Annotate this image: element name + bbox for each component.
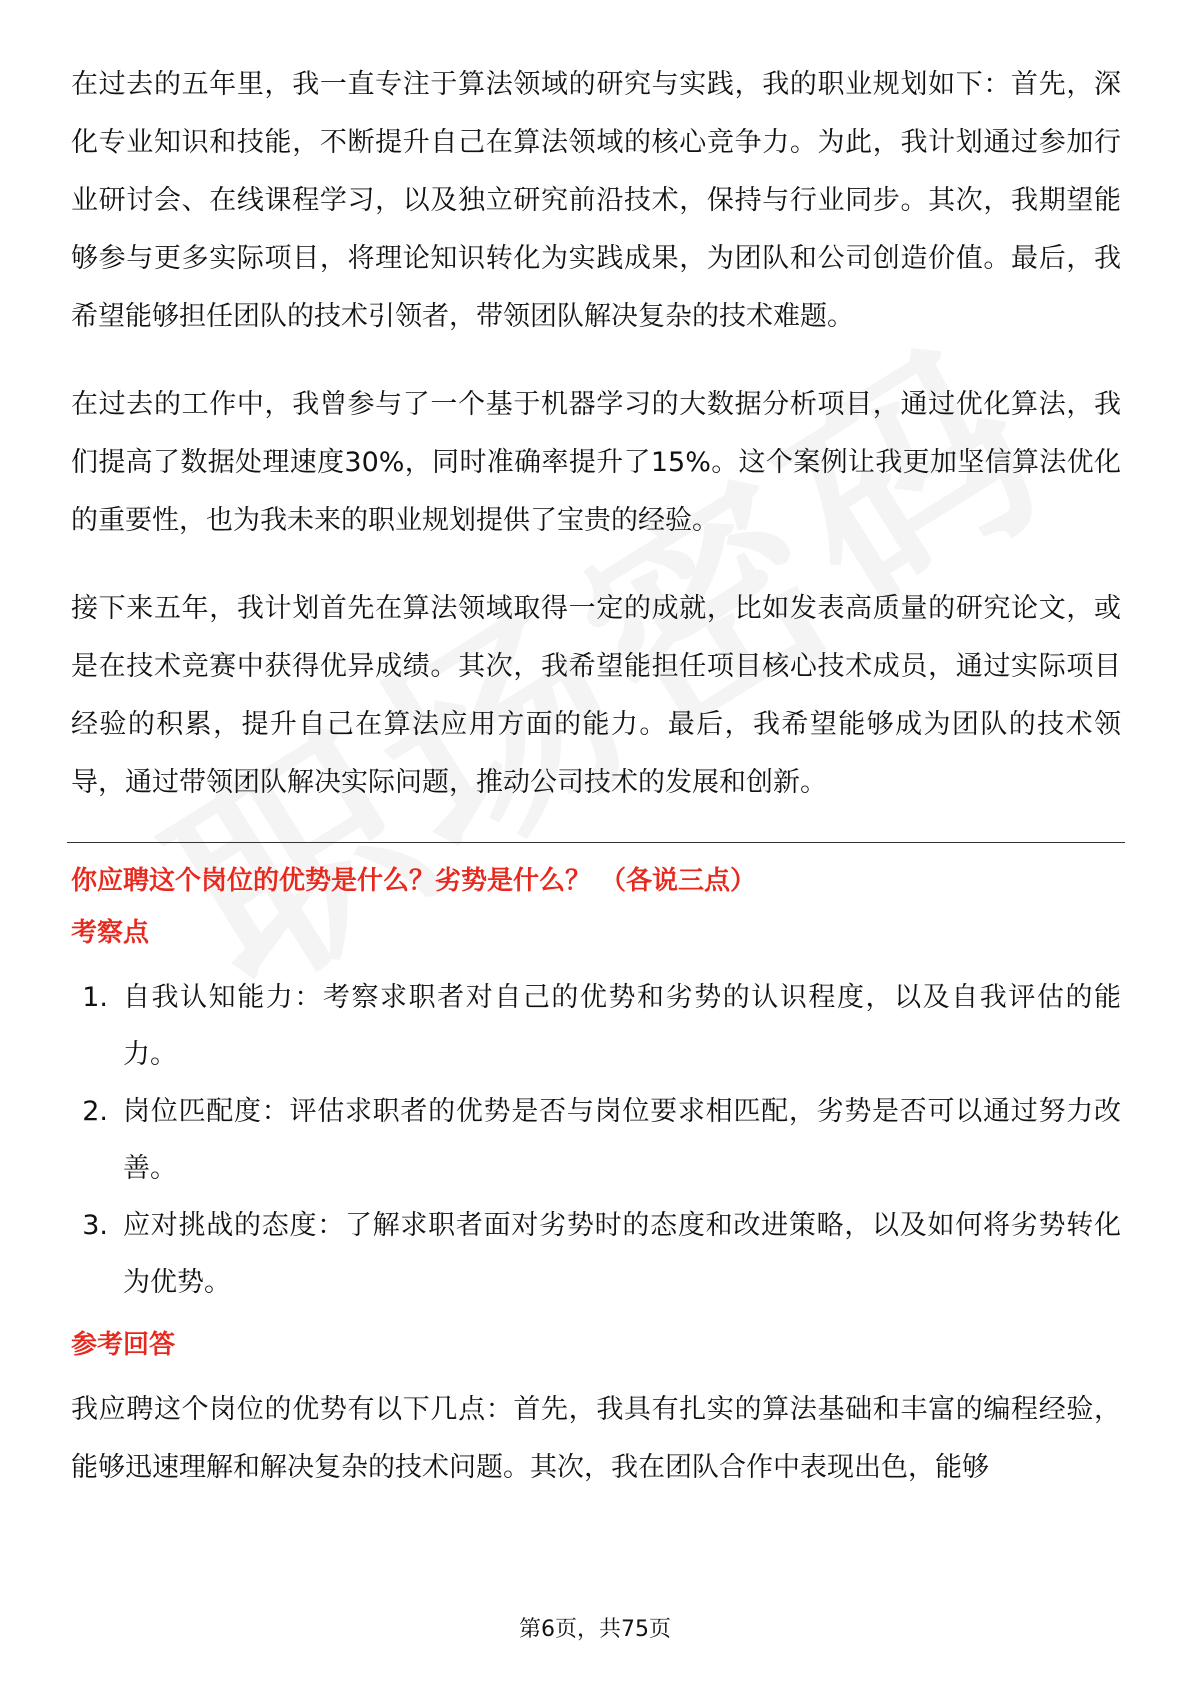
question-heading: 你应聘这个岗位的优势是什么？劣势是什么？ （各说三点） [71, 866, 757, 896]
list-item-text: 岗位匹配度：评估求职者的优势是否与岗位要求相匹配，劣势是否可以通过努力改善。 [123, 1096, 1121, 1184]
page-number-footer: 第6页，共75页 [519, 1617, 671, 1642]
list-item-number: 2. [82, 1096, 108, 1127]
reference-answer-heading: 参考回答 [71, 1330, 176, 1360]
reference-answer-text: 我应聘这个岗位的优势有以下几点：首先，我具有扎实的算法基础和丰富的编程经验，能够迅速理解和解决复杂的技术问题。其次，我在团队合作中表现出色，能够 [71, 1394, 1121, 1483]
paragraph-project-case: 在过去的工作中，我曾参与了一个基于机器学习的大数据分析项目，通过优化算法，我们提高了数据处理速度30%，同时准确率提升了15%。这个案例让我更加坚信算法优化的重要性，也为我未来的职业规划提供了宝贵的经验。 [71, 389, 1121, 536]
paragraph-career-plan: 在过去的五年里，我一直专注于算法领域的研究与实践，我的职业规划如下：首先，深化专业知识和技能，不断提升自己在算法领域的核心竞争力。为此，我计划通过参加行业研讨会、在线课程学习，以及独立研究前沿技术，保持与行业同步。其次，我期望能够参与更多实际项目，将理论知识转化为实践成果，为团队和公司创造价值。最后，我希望能够担任团队的技术引领者，带领团队解决复杂的技术难题。 [71, 69, 1121, 332]
list-item [71, 1083, 1121, 1197]
list-item-number: 3. [82, 1210, 108, 1241]
list-item [71, 1197, 1121, 1311]
paragraph-five-year-plan: 接下来五年，我计划首先在算法领域取得一定的成就，比如发表高质量的研究论文，或是在技术竞赛中获得优异成绩。其次，我希望能担任项目核心技术成员，通过实际项目经验的积累，提升自己在算法应用方面的能力。最后，我希望能够成为团队的技术领导，通过带领团队解决实际问题，推动公司技术的发展和创新。 [71, 593, 1121, 798]
assessment-heading: 考察点 [71, 918, 150, 948]
list-item-text: 自我认知能力：考察求职者对自己的优势和劣势的认识程度，以及自我评估的能力。 [123, 982, 1121, 1070]
page-content [71, 56, 1121, 1527]
list-item-text: 应对挑战的态度：了解求职者面对劣势时的态度和改进策略，以及如何将劣势转化为优势。 [123, 1210, 1121, 1298]
section-divider [67, 842, 1125, 843]
list-item [71, 969, 1121, 1083]
assessment-list [71, 969, 1121, 1311]
list-item-number: 1. [82, 982, 108, 1013]
